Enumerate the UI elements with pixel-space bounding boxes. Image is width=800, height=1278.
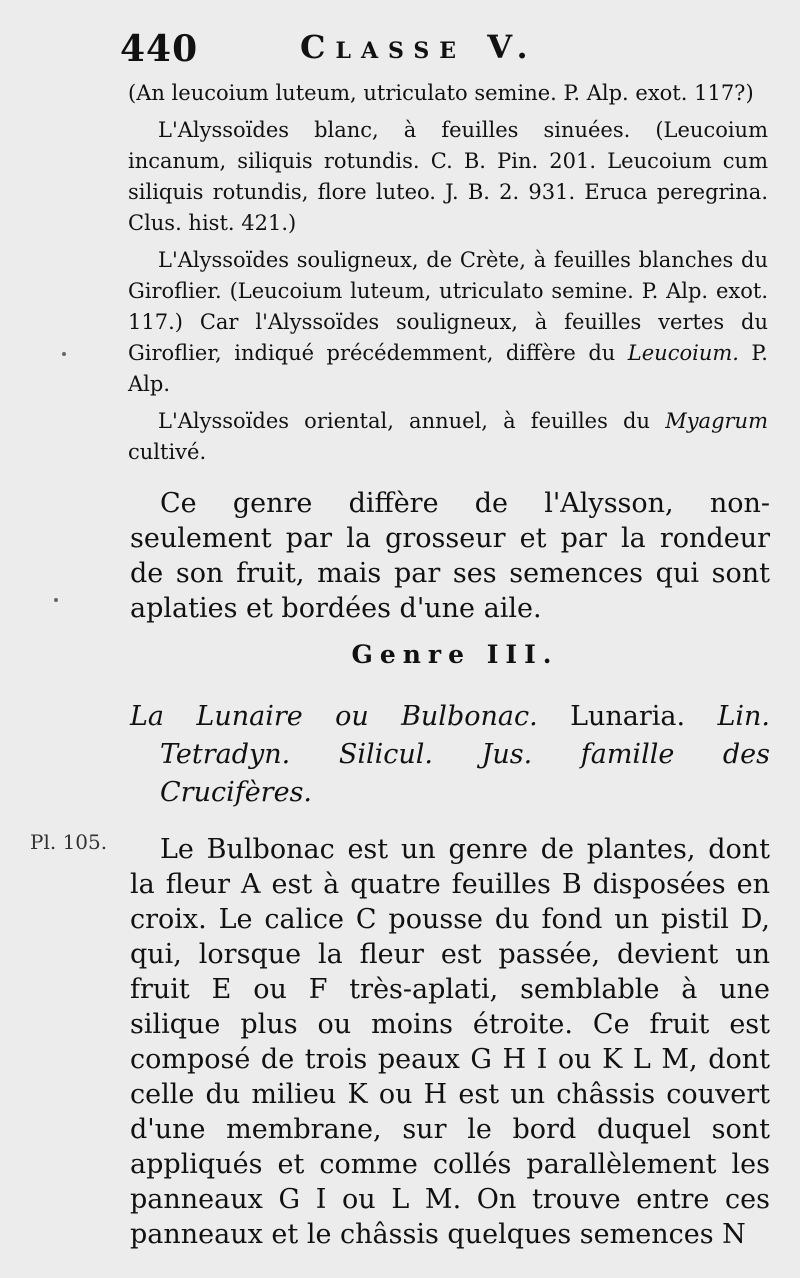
entry-text: L'Alyssoïdes oriental, annuel, à feuilles du [158,409,666,433]
entry-italic: Leucoium. [627,341,739,365]
genus-classification: Lin. Tetradyn. Silicul. Jus. famille des Crucifères. [160,701,771,808]
entry-text: L'Alyssoïdes souligneux, de Crète, à feuilles blanches du Giroflier. (Leucoium luteum, utriculato semine. P. Alp. exot. 117.) Car l'Alyssoïdes souligneux, à feuilles vertes du Giroflier, indiqué précédemment, diffère du [128,248,768,365]
entry-text: P. Alp. [128,341,768,396]
genre-note-text: Ce genre diffère de l'Alysson, non-seulement par la grosseur et par la rondeur de son fruit, mais par ses semences qui sont aplaties et bordées d'une aile. [130,488,770,624]
genre-heading [0,640,800,669]
running-head: Classe V. [300,28,538,66]
entry-an-leucoium: (An leucoium luteum, utriculato semine. P. Alp. exot. 117?) [128,81,754,105]
genus-title-text [130,698,770,812]
species-entries [128,78,768,468]
ink-speck [62,352,66,356]
genre-heading-text: Genre III. [351,640,559,669]
entry-alyssoides-blanc: L'Alyssoïdes blanc, à feuilles sinuées. (Leucoium incanum, siliquis rotundis. C. B. Pin. 201. Leucoium cum siliquis rotundis, flore luteo. J. B. 2. 931. Eruca peregrina. Clus. hist. 421.) [128,118,768,235]
ink-speck [54,598,58,602]
entry-alyssoides-souligneux [128,245,768,400]
genus-description [130,832,770,1252]
genus-name: La Lunaire ou Bulbonac. [130,701,538,732]
description-text: Le Bulbonac est un genre de plantes, dont la fleur A est à quatre feuilles B disposées en croix. Le calice C pousse du fond un pistil D, qui, lorsque la fleur est passée, devient un fruit E ou F très-aplati, semblable à une silique plus ou moins étroite. Ce fruit est composé de trois peaux G H I ou K L M, dont celle du milieu K ou H est un châssis couvert d'une membrane, sur le bord duquel sont appliqués et comme collés parallèlement les panneaux G I ou L M. On trouve entre ces panneaux et le châssis quelques semences N [130,834,770,1250]
genus-latin: Lunaria. [570,701,686,732]
plate-reference: Pl. 105. [30,830,108,854]
page-number: 440 [120,28,199,70]
entry-text: cultivé. [128,440,207,464]
genre-note [130,486,770,626]
entry-italic: Myagrum [665,409,768,433]
genus-title [130,698,770,812]
entry-alyssoides-oriental [128,406,768,468]
page-header [120,28,760,76]
